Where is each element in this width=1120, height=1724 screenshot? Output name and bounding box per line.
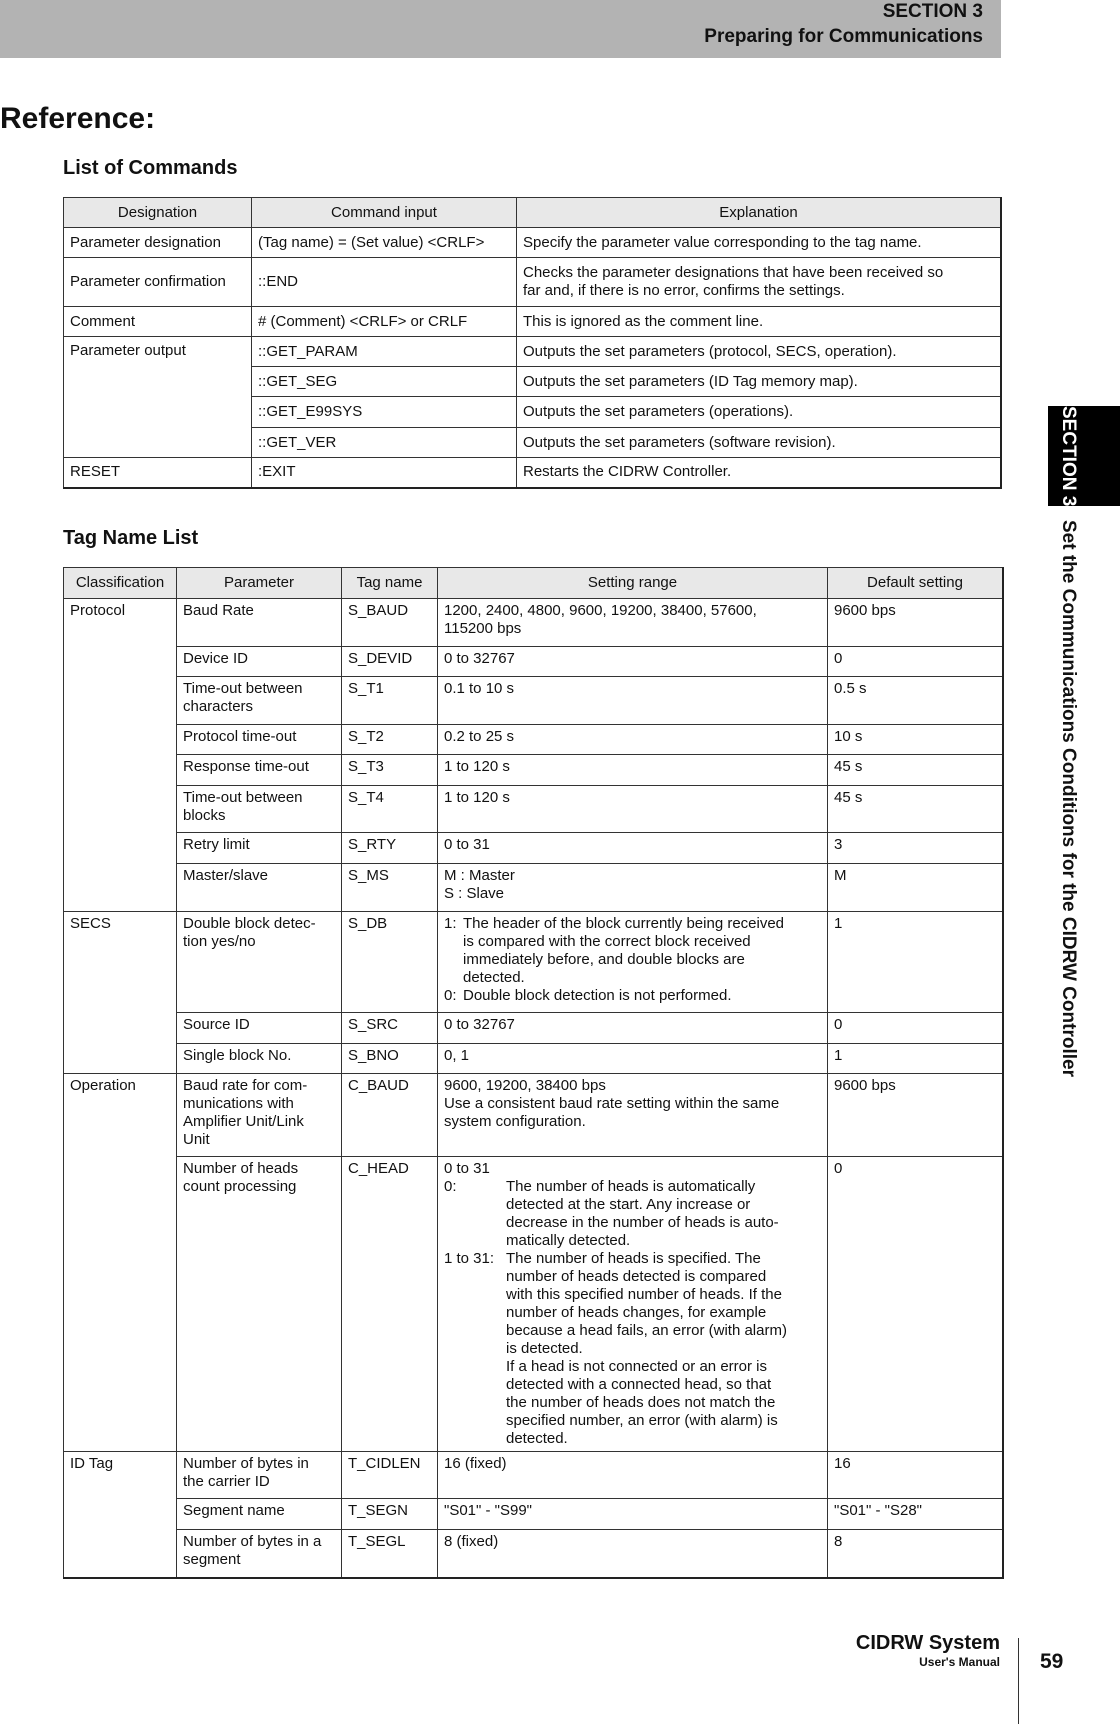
table-cell: ID Tag <box>64 1452 177 1578</box>
tag-name-table <box>63 567 1004 1579</box>
col-header: Explanation <box>517 198 1002 228</box>
table-cell: 9600, 19200, 38400 bps Use a consistent baud rate setting within the same system configuration. <box>438 1074 828 1157</box>
side-title <box>1056 406 1080 1077</box>
footer <box>856 1632 1000 1669</box>
range-item <box>444 1178 821 1250</box>
table-cell: Response time-out <box>177 755 342 786</box>
header-title: Preparing for Communications <box>704 26 983 47</box>
page-number: 59 <box>1040 1650 1064 1673</box>
table-cell: Single block No. <box>177 1044 342 1074</box>
range-key: 1: <box>444 915 457 932</box>
table-cell: 9600 bps <box>828 1074 1004 1157</box>
table-cell: 8 <box>828 1530 1004 1578</box>
col-header: Classification <box>64 568 177 599</box>
table-cell: Retry limit <box>177 833 342 864</box>
table-row <box>64 1452 1004 1499</box>
table-cell: Baud Rate <box>177 599 342 647</box>
table-cell: 16 (fixed) <box>438 1452 828 1499</box>
table-cell: 0 <box>828 1157 1004 1452</box>
table-cell: 3 <box>828 833 1004 864</box>
table-cell: 0.1 to 10 s <box>438 677 828 725</box>
header-section: SECTION 3 <box>882 1 983 22</box>
table-row <box>64 599 1004 647</box>
table-cell: S_BAUD <box>342 599 438 647</box>
table-cell: S_RTY <box>342 833 438 864</box>
commands-title: List of Commands <box>63 157 238 179</box>
table-cell: Outputs the set parameters (ID Tag memory map). <box>517 367 1002 397</box>
table-cell: 0 to 32767 <box>438 1013 828 1044</box>
table-cell: "S01" - "S28" <box>828 1499 1004 1530</box>
table-cell: 45 s <box>828 786 1004 833</box>
table-cell: 8 (fixed) <box>438 1530 828 1578</box>
table-cell: Parameter designation <box>64 228 252 258</box>
table-cell: Checks the parameter designations that have been received so far and, if there is no error, confirms the settings. <box>517 258 1002 307</box>
table-cell: S_MS <box>342 864 438 912</box>
table-row <box>64 786 1004 833</box>
table-cell: 0.2 to 25 s <box>438 725 828 755</box>
col-header: Setting range <box>438 568 828 599</box>
table-cell: Protocol <box>64 599 177 912</box>
table-cell: ::GET_PARAM <box>252 337 517 367</box>
range-text: The number of heads is automatically detected at the start. Any increase or decrease in the number of heads is auto- matically detected. <box>506 1178 779 1249</box>
table-cell: Source ID <box>177 1013 342 1044</box>
table-cell: Parameter output <box>64 337 252 458</box>
table-cell: Number of bytes in the carrier ID <box>177 1452 342 1499</box>
table-cell: 16 <box>828 1452 1004 1499</box>
table-cell: M <box>828 864 1004 912</box>
table-row <box>64 755 1004 786</box>
table-cell: Outputs the set parameters (protocol, SECS, operation). <box>517 337 1002 367</box>
table-cell: 10 s <box>828 725 1004 755</box>
table-cell: S_DEVID <box>342 647 438 677</box>
table-cell: Segment name <box>177 1499 342 1530</box>
table-cell <box>438 1157 828 1452</box>
table-cell: 9600 bps <box>828 599 1004 647</box>
table-cell: Device ID <box>177 647 342 677</box>
table-cell: Parameter confirmation <box>64 258 252 307</box>
page-header <box>0 0 1001 58</box>
table-cell: ::GET_SEG <box>252 367 517 397</box>
table-cell: ::END <box>252 258 517 307</box>
table-cell: Number of bytes in a segment <box>177 1530 342 1578</box>
table-row <box>64 337 1002 367</box>
table-cell: C_BAUD <box>342 1074 438 1157</box>
table-cell: Double block detec- tion yes/no <box>177 912 342 1013</box>
table-cell: RESET <box>64 458 252 488</box>
table-cell: SECS <box>64 912 177 1074</box>
table-cell: Specify the parameter value corresponding to the tag name. <box>517 228 1002 258</box>
table-row <box>64 912 1004 1013</box>
range-key: 1 to 31: <box>444 1250 495 1267</box>
table-row <box>64 677 1004 725</box>
table-cell: S_T3 <box>342 755 438 786</box>
range-text: The number of heads is specified. The number of heads detected is compared with this specified number of heads. If the number of heads changes, for example because a head fails, an error (with alarm) is detected. If a head is not connected or an error is detected with a connected head, so that the number of heads does not match the specified number, an error (with alarm) is detected. <box>506 1250 787 1447</box>
table-cell: 0 <box>828 1013 1004 1044</box>
table-row <box>64 1044 1004 1074</box>
range-text: The header of the block currently being received is compared with the correct block received immediately before, and double blocks are detected. <box>463 915 785 986</box>
table-cell: Outputs the set parameters (software revision). <box>517 428 1002 458</box>
range-item <box>444 1250 821 1448</box>
table-cell: 1200, 2400, 4800, 9600, 19200, 38400, 57600, 115200 bps <box>438 599 828 647</box>
table-row <box>64 307 1002 337</box>
table-row <box>64 258 1002 307</box>
tags-title: Tag Name List <box>63 527 199 549</box>
table-cell: ::GET_E99SYS <box>252 397 517 428</box>
table-cell: Outputs the set parameters (operations). <box>517 397 1002 428</box>
table-cell: 1 <box>828 1044 1004 1074</box>
table-row <box>64 1499 1004 1530</box>
range-text: Double block detection is not performed. <box>463 987 732 1004</box>
table-cell: Number of heads count processing <box>177 1157 342 1452</box>
range-item <box>444 987 821 1005</box>
range-first: 0 to 31 <box>444 1160 490 1177</box>
table-cell: S_BNO <box>342 1044 438 1074</box>
table-cell: M : Master S : Slave <box>438 864 828 912</box>
table-cell: 1 to 120 s <box>438 755 828 786</box>
footer-product: CIDRW System <box>855 1632 1000 1654</box>
range-item <box>444 915 821 987</box>
page-title: Reference: <box>0 102 156 135</box>
table-row <box>64 1074 1004 1157</box>
table-cell: Time-out between blocks <box>177 786 342 833</box>
table-cell: # (Comment) <CRLF> or CRLF <box>252 307 517 337</box>
table-cell: "S01" - "S99" <box>438 1499 828 1530</box>
footer-divider <box>1018 1638 1019 1724</box>
side-section: SECTION 3 <box>1058 406 1079 507</box>
table-row <box>64 725 1004 755</box>
table-cell: T_SEGN <box>342 1499 438 1530</box>
table-row <box>64 458 1002 488</box>
table-row <box>64 228 1002 258</box>
commands-table <box>63 197 1002 489</box>
table-cell: Master/slave <box>177 864 342 912</box>
table-cell: 1 <box>828 912 1004 1013</box>
table-cell: 0.5 s <box>828 677 1004 725</box>
table-cell: S_SRC <box>342 1013 438 1044</box>
col-header: Command input <box>252 198 517 228</box>
table-cell: Protocol time-out <box>177 725 342 755</box>
table-cell: Operation <box>64 1074 177 1452</box>
table-row <box>64 833 1004 864</box>
footer-manual: User's Manual <box>919 1655 1000 1669</box>
table-cell: ::GET_VER <box>252 428 517 458</box>
col-header: Parameter <box>177 568 342 599</box>
table-row <box>64 1530 1004 1578</box>
table-cell: This is ignored as the comment line. <box>517 307 1002 337</box>
table-cell: (Tag name) = (Set value) <CRLF> <box>252 228 517 258</box>
table-cell: 0 <box>828 647 1004 677</box>
table-cell: T_CIDLEN <box>342 1452 438 1499</box>
table-cell: S_DB <box>342 912 438 1013</box>
table-cell: 0 to 31 <box>438 833 828 864</box>
side-chapter: Set the Communications Conditions for the CIDRW Controller <box>1058 520 1079 1077</box>
table-row <box>64 647 1004 677</box>
table-cell: Comment <box>64 307 252 337</box>
table-cell: S_T1 <box>342 677 438 725</box>
range-key: 0: <box>444 1178 457 1195</box>
table-cell: C_HEAD <box>342 1157 438 1452</box>
table-cell: S_T2 <box>342 725 438 755</box>
table-cell: T_SEGL <box>342 1530 438 1578</box>
col-header: Default setting <box>828 568 1004 599</box>
table-cell: 0 to 32767 <box>438 647 828 677</box>
table-cell: Baud rate for com- munications with Amplifier Unit/Link Unit <box>177 1074 342 1157</box>
table-cell: 1 to 120 s <box>438 786 828 833</box>
table-cell: :EXIT <box>252 458 517 488</box>
table-cell: S_T4 <box>342 786 438 833</box>
col-header: Designation <box>64 198 252 228</box>
table-row <box>64 864 1004 912</box>
table-cell: 0, 1 <box>438 1044 828 1074</box>
col-header: Tag name <box>342 568 438 599</box>
table-cell: 45 s <box>828 755 1004 786</box>
table-cell: Time-out between characters <box>177 677 342 725</box>
range-key: 0: <box>444 987 457 1004</box>
table-cell <box>438 912 828 1013</box>
table-cell: Restarts the CIDRW Controller. <box>517 458 1002 488</box>
table-row <box>64 1013 1004 1044</box>
table-row <box>64 1157 1004 1452</box>
